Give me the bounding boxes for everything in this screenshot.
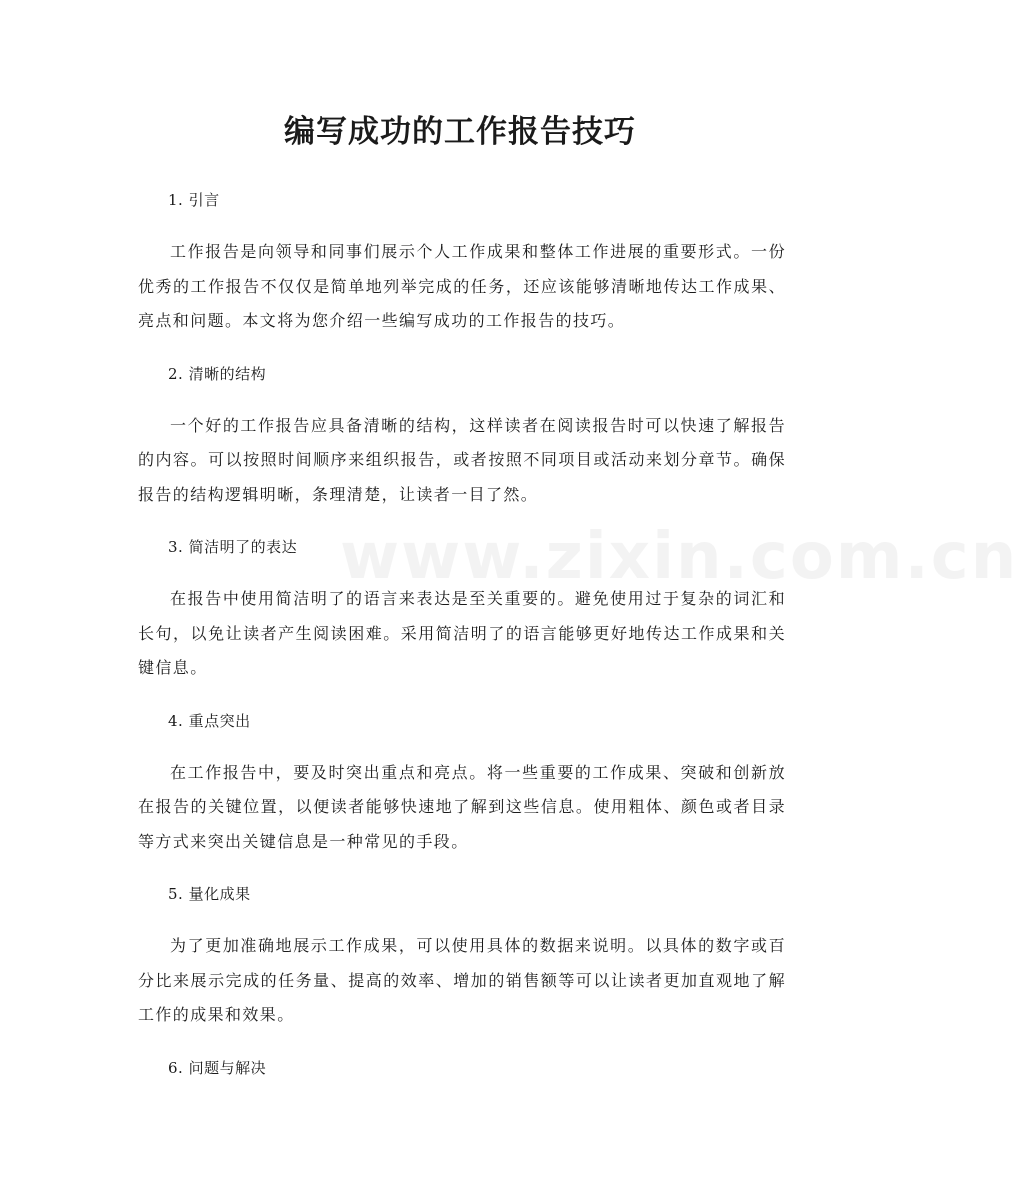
section-heading-intro: 1. 引言	[168, 191, 220, 209]
section-heading-problems: 6. 问题与解决	[168, 1058, 267, 1077]
section-paragraph-structure: 一个好的工作报告应具备清晰的结构，这样读者在阅读报告时可以快速了解报告的内容。可以按照时间顺序来组织报告，或者按照不同项目或活动来划分章节。确保报告的结构逻辑明晰，条理清楚，让读者一目了然。	[138, 415, 786, 504]
section-paragraph-highlight: 在工作报告中，要及时突出重点和亮点。将一些重要的工作成果、突破和创新放在报告的关键位置，以便读者能够快速地了解到这些信息。使用粗体、颜色或者目录等方式来突出关键信息是一种常见的手段。	[138, 762, 786, 851]
section-heading-quantify: 5. 量化成果	[168, 885, 251, 903]
section-paragraph-expression: 在报告中使用简洁明了的语言来表达是至关重要的。避免使用过于复杂的词汇和长句，以免让读者产生阅读困难。采用简洁明了的语言能够更好地传达工作成果和关键信息。	[138, 589, 786, 677]
watermark: www.zixin.com.cn	[340, 520, 1018, 594]
section-heading-highlight: 4. 重点突出	[168, 711, 251, 730]
section-paragraph-quantify: 为了更加准确地展示工作成果，可以使用具体的数据来说明。以具体的数字或百分比来展示完成的任务量、提高的效率、增加的销售额等可以让读者更加直观地了解工作的成果和效果。	[138, 936, 786, 1024]
page-title: 编写成功的工作报告技巧	[284, 114, 636, 150]
section-paragraph-intro: 工作报告是向领导和同事们展示个人工作成果和整体工作进展的重要形式。一份优秀的工作报告不仅仅是简单地列举完成的任务，还应该能够清晰地传达工作成果、亮点和问题。本文将为您介绍一些编写成功的工作报告的技巧。	[138, 242, 786, 330]
section-heading-structure: 2. 清晰的结构	[168, 364, 267, 383]
section-heading-expression: 3. 简洁明了的表达	[168, 538, 298, 556]
document-body	[138, 184, 786, 1103]
